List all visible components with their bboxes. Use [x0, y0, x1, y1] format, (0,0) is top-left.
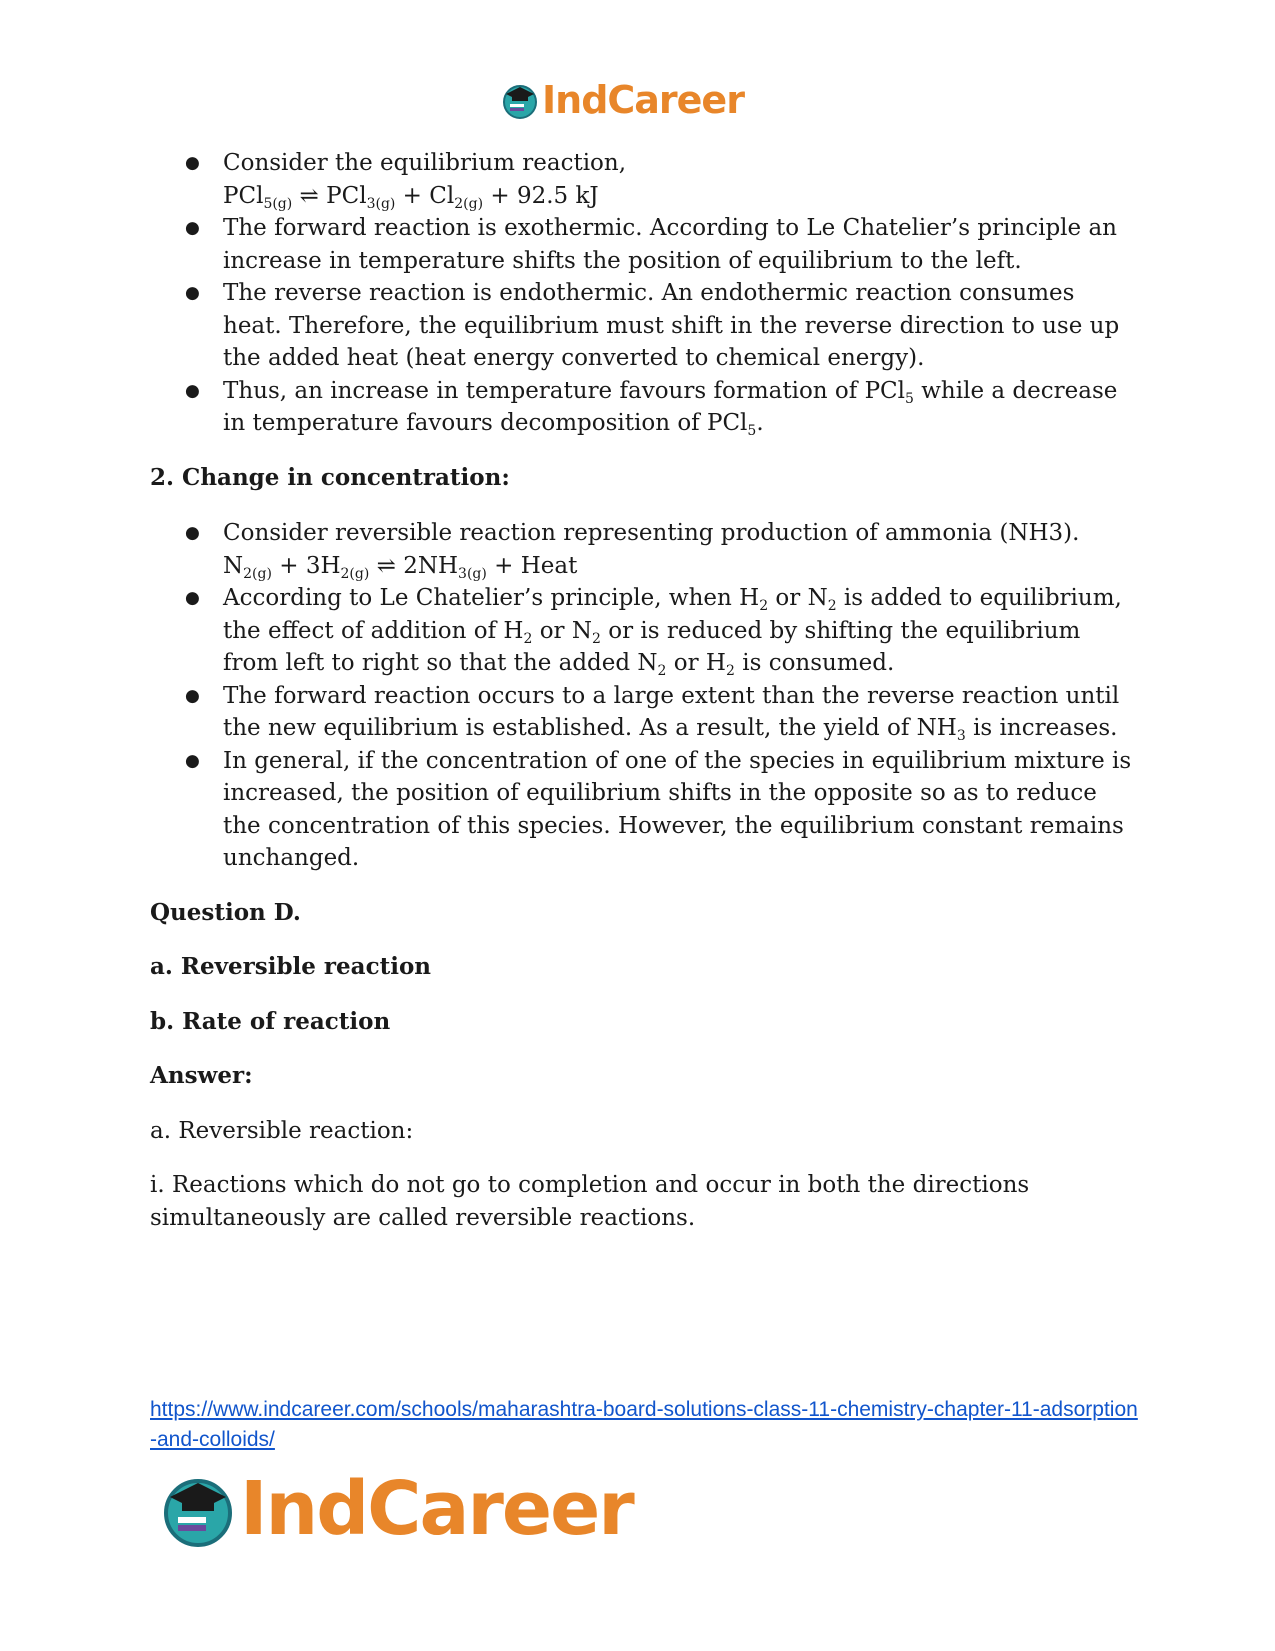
- list-item: ● Consider the equilibrium reaction, PCl$_{5(g)}$ ⇌ $PCl_{3(g)} + Cl_{2(g)} + 92.5$ kJ: [223, 147, 1140, 212]
- document-body: [150, 147, 1140, 1234]
- question-part-b: b. Rate of reaction: [150, 1007, 391, 1035]
- answer-part-a: a. Reversible reaction:: [150, 1117, 414, 1144]
- graduation-cap-globe-icon: [158, 1469, 238, 1549]
- graduation-cap-globe-icon: [500, 80, 540, 120]
- list-item: ● According to Le Chatelier’s principle, when $H_2$ or $N_2$ is added to equilibrium, the effect of addition of $H_2$ or $N_2$ or is reduced by shifting the equilibrium from left to right so that the added $N_2$ or $H_2$ is consumed.: [223, 582, 1140, 680]
- equation-ammonia: $N_{2(g)} + 3H_{2(g)}$ ⇌ $2NH_{3(g)}$ + Heat: [223, 552, 578, 582]
- list-item: ● In general, if the concentration of one of the species in equilibrium mixture is increased, the position of equilibrium shifts in the opposite so as to reduce the concentration of this species. However, the equilibrium constant remains unchanged.: [223, 745, 1140, 875]
- list-item: ● The reverse reaction is endothermic. An endothermic reaction consumes heat. Therefore, the equilibrium must shift in the reverse direction to use up the added heat (heat energy converted to chemical energy).: [223, 277, 1140, 375]
- question-part-a: a. Reversible reaction: [150, 953, 432, 980]
- logo-text: IndCareer: [542, 78, 744, 122]
- list-item: ● Thus, an increase in temperature favours formation of PCl$_5$ while a decrease in temperature favours decomposition of PCl$_5$.: [223, 375, 1140, 440]
- section-heading-concentration: 2. Change in concentration:: [150, 463, 510, 491]
- bullet-list-temperature: [150, 147, 1140, 440]
- question-heading: Question D.: [150, 898, 301, 926]
- source-link[interactable]: https://www.indcareer.com/schools/maharashtra-board-solutions-class-11-chemistry-chapter-11-adsorption-and-colloids/: [150, 1398, 1138, 1451]
- bullet-list-concentration: [150, 517, 1140, 875]
- footer-logo: [158, 1466, 633, 1552]
- list-item: ● Consider reversible reaction representing production of ammonia (NH3). $N_{2(g)} + 3H_{2(g)}$ ⇌ $2NH_{3(g)}$ + Heat: [223, 517, 1140, 582]
- equation-pcl5: PCl$_{5(g)}$ ⇌ $PCl_{3(g)} + Cl_{2(g)} + 92.5$ kJ: [223, 182, 599, 212]
- list-item: ● The forward reaction is exothermic. According to Le Chatelier’s principle an increase in temperature shifts the position of equilibrium to the left.: [223, 212, 1140, 277]
- answer-label: Answer:: [150, 1062, 253, 1089]
- logo-text: IndCareer: [240, 1466, 633, 1552]
- answer-point-i: i. Reactions which do not go to completion and occur in both the directions simultaneously are called reversible reactions.: [150, 1172, 1030, 1231]
- list-item: ● The forward reaction occurs to a large extent than the reverse reaction until the new equilibrium is established. As a result, the yield of $NH_3$ is increases.: [223, 680, 1140, 745]
- header-logo: [500, 78, 744, 122]
